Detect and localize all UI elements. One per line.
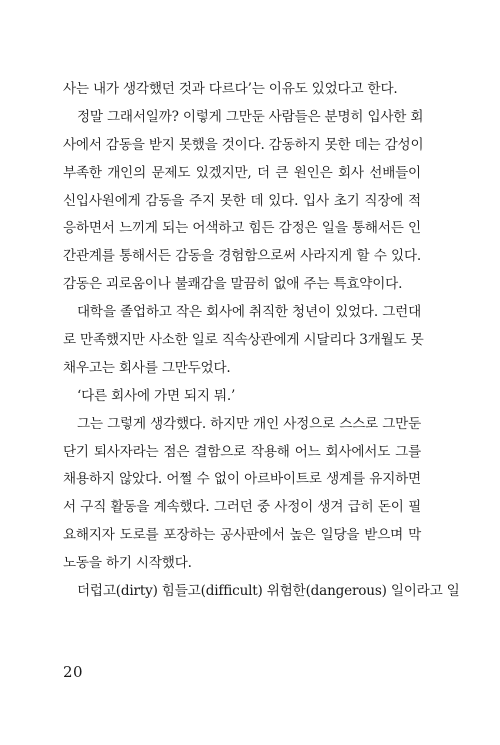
text-line: 노동을 하기 시작했다. — [63, 555, 192, 572]
text-line: 감동은 괴로움이나 불쾌감을 말끔히 없애 주는 특효약이다. — [63, 276, 403, 293]
text-line: 채우고는 회사를 그만두었다. — [63, 359, 231, 376]
text-line: 응하면서 느끼게 되는 어색하고 힘든 감정은 일을 통해서든 인 — [63, 220, 421, 237]
text-line: 사는 내가 생각했던 것과 다르다’는 이유도 있었다고 한다. — [63, 81, 398, 97]
text-line: 간관계를 통해서든 감동을 경험함으로써 사라지게 할 수 있다. — [63, 248, 421, 265]
text-line: 채용하지 않았다. 어쩔 수 없이 아르바이트로 생계를 유지하면 — [63, 471, 421, 488]
body-text — [63, 76, 460, 606]
text-line: 요해지자 도로를 포장하는 공사판에서 높은 일당을 받으며 막 — [63, 527, 421, 544]
page-number: 20 — [63, 663, 84, 681]
paragraph-start-line: 더럽고(dirty) 힘들고(difficult) 위험한(dangerous) 일이라고 일 — [77, 583, 460, 600]
text-line: 서 구직 활동을 계속했다. 그러던 중 사정이 생겨 급히 돈이 필 — [63, 499, 421, 516]
text-line: 부족한 개인의 문제도 있겠지만, 더 큰 원인은 회사 선배들이 — [63, 164, 421, 181]
text-line: 사에서 감동을 받지 못했을 것이다. 감동하지 못한 데는 감성이 — [63, 136, 424, 153]
paragraph-start-line: 정말 그래서일까? 이렇게 그만둔 사람들은 분명히 입사한 회 — [77, 108, 424, 125]
text-line: 신입사원에게 감동을 주지 못한 데 있다. 입사 초기 직장에 적 — [63, 192, 421, 209]
text-line: 로 만족했지만 사소한 일로 직속상관에게 시달리다 3개월도 못 — [63, 332, 424, 349]
text-line: 단기 퇴사자라는 점은 결함으로 작용해 어느 회사에서도 그를 — [63, 443, 421, 460]
quoted-thought-line: ‘다른 회사에 가면 되지 뭐.’ — [77, 387, 236, 404]
paragraph-start-line: 그는 그렇게 생각했다. 하지만 개인 사정으로 스스로 그만둔 — [77, 415, 421, 432]
paragraph-start-line: 대학을 졸업하고 작은 회사에 취직한 청년이 있었다. 그런대 — [77, 304, 421, 321]
